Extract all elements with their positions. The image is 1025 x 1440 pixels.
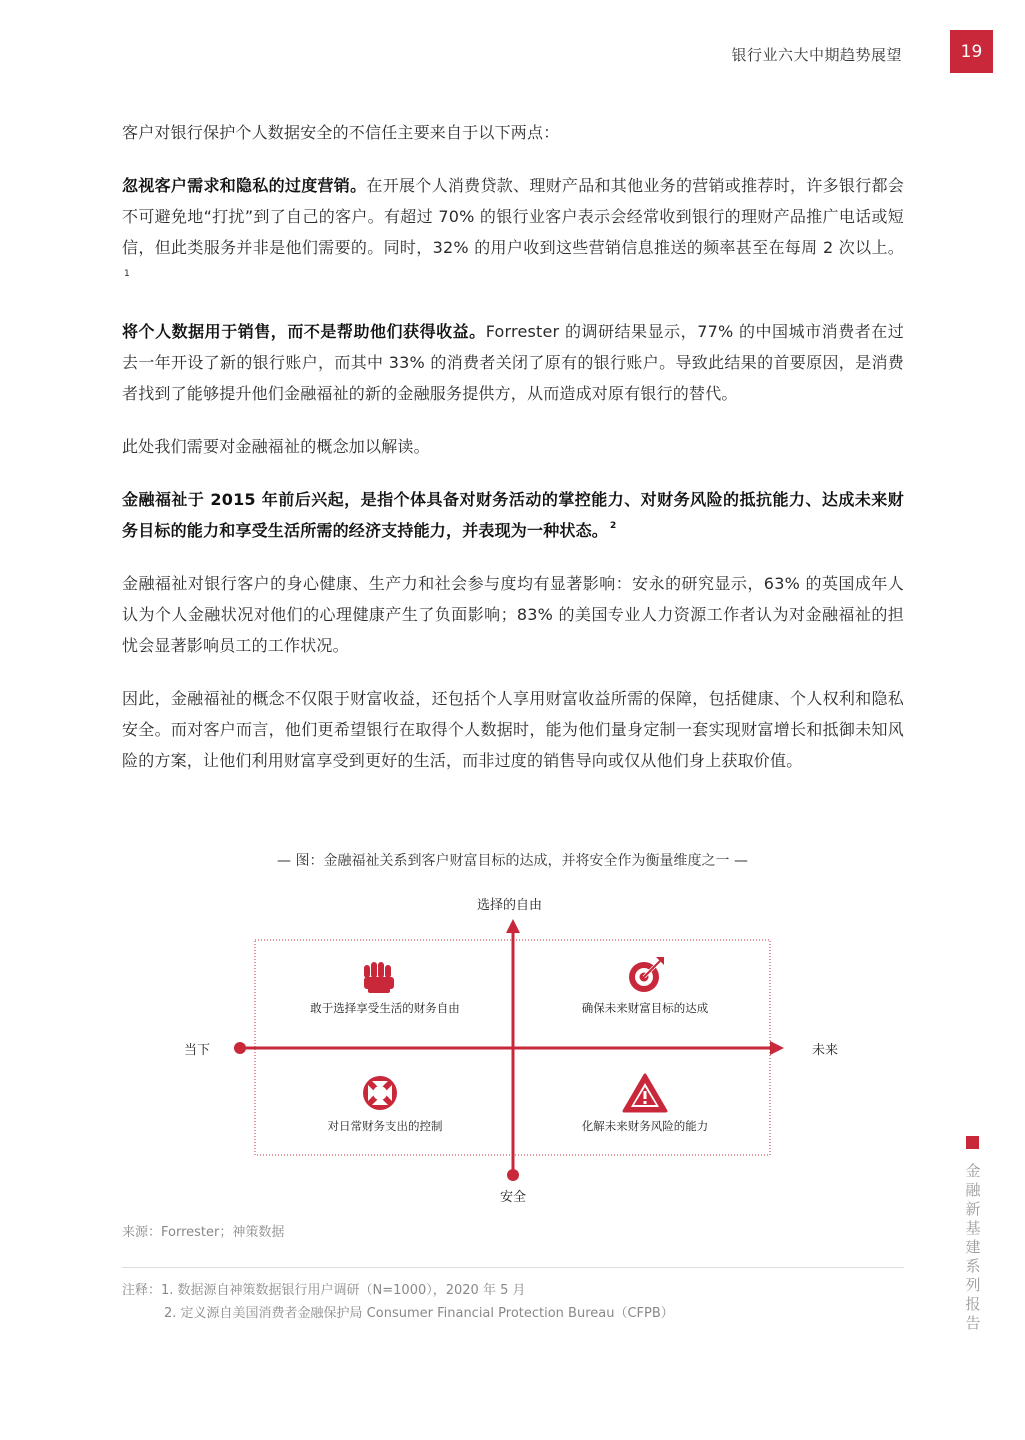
fist-icon bbox=[364, 962, 394, 993]
vertical-axis-end-dot bbox=[507, 1169, 519, 1181]
horizontal-axis-arrowhead bbox=[770, 1041, 784, 1055]
quadrant-top-right-label: 确保未来财富目标的达成 bbox=[581, 1001, 709, 1015]
paragraph-concept: 此处我们需要对金融福祉的概念加以解读。 bbox=[122, 437, 430, 456]
paragraph-over-marketing bbox=[122, 170, 904, 294]
footnote-divider bbox=[122, 1267, 904, 1268]
axis-left-label: 当下 bbox=[184, 1043, 211, 1058]
quadrant-bottom-right-label: 化解未来财务风险的能力 bbox=[581, 1119, 709, 1133]
axis-top-label: 选择的自由 bbox=[477, 898, 543, 913]
quadrant-svg bbox=[170, 885, 860, 1215]
paragraph-data-for-sales bbox=[122, 316, 904, 409]
paragraph-definition bbox=[122, 484, 904, 546]
paragraph-conclusion: 因此，金融福祉的概念不仅限于财富收益，还包括个人享用财富收益所需的保障，包括健康、个人权利和隐私安全。而对客户而言，他们更希望银行在取得个人数据时，能为他们量身定制一套实现财富增长和抵御未知风险的方案，让他们利用财富享受到更好的生活，而非过度的销售导向或仅从他们身上获取价值。 bbox=[122, 689, 904, 770]
footnote-2: 2. 定义源自美国消费者金融保护局 Consumer Financial Protection Bureau（CFPB） bbox=[164, 1306, 674, 1321]
quadrant-diagram bbox=[170, 885, 860, 1215]
target-icon bbox=[629, 957, 664, 992]
figure-title: — 图：金融福祉关系到客户财富目标的达成，并将安全作为衡量维度之一 — bbox=[277, 853, 748, 869]
paragraph-over-marketing-heading: 忽视客户需求和隐私的过度营销。 bbox=[122, 176, 367, 195]
vertical-axis-arrowhead bbox=[506, 919, 520, 933]
footnote-1: 注释：1. 数据源自神策数据银行用户调研（N=1000），2020 年 5 月 bbox=[122, 1283, 526, 1298]
quadrant-top-left-label: 敢于选择享受生活的财务自由 bbox=[310, 1001, 460, 1015]
footnotes bbox=[122, 1279, 674, 1325]
footnote-ref-1: 1 bbox=[124, 269, 130, 279]
horizontal-axis-start-dot bbox=[234, 1042, 246, 1054]
warning-icon bbox=[624, 1075, 666, 1111]
paragraph-over-marketing-text: 在开展个人消费贷款、理财产品和其他业务的营销或推荐时，许多银行都会不可避免地“打扰”到了自己的客户。有超过 70% 的银行业客户表示会经常收到银行的理财产品推广电话或短信，但此类服务并非是他们需要的。同时，32% 的用户收到这些营销信息推送的频率甚至在每周 2 次以上。 bbox=[122, 176, 904, 257]
figure-source: 来源：Forrester；神策数据 bbox=[122, 1225, 285, 1240]
header-title: 银行业六大中期趋势展望 bbox=[731, 46, 902, 64]
paragraph-intro: 客户对银行保护个人数据安全的不信任主要来自于以下两点： bbox=[122, 123, 560, 142]
main-content bbox=[122, 117, 904, 798]
footnote-ref-2: 2 bbox=[610, 521, 617, 531]
side-series-title: 金融新基建系列报告 bbox=[965, 1162, 981, 1332]
side-marker-square bbox=[966, 1136, 979, 1149]
paragraph-data-for-sales-text: Forrester 的调研结果显示，77% 的中国城市消费者在过去一年开设了新的银行账户，而其中 33% 的消费者关闭了原有的银行账户。导致此结果的首要原因，是消费者找到了能够提升他们金融福祉的新的金融服务提供方，从而造成对原有银行的替代。 bbox=[122, 322, 904, 403]
paragraph-data-for-sales-heading: 将个人数据用于销售，而不是帮助他们获得收益。 bbox=[122, 322, 486, 341]
axis-right-label: 未来 bbox=[812, 1043, 839, 1058]
paragraph-definition-text: 金融福祉于 2015 年前后兴起，是指个体具备对财务活动的掌控能力、对财务风险的抵抗能力、达成未来财务目标的能力和享受生活所需的经济支持能力，并表现为一种状态。 bbox=[122, 490, 904, 540]
page-number-badge: 19 bbox=[950, 30, 993, 73]
paragraph-impact: 金融福祉对银行客户的身心健康、生产力和社会参与度均有显著影响：安永的研究显示，63% 的英国成年人认为个人金融状况对他们的心理健康产生了负面影响；83% 的美国专业人力资源工作者认为对金融福祉的担忧会显著影响员工的工作状况。 bbox=[122, 574, 904, 655]
axis-bottom-label: 安全 bbox=[500, 1190, 527, 1205]
lifebuoy-icon bbox=[363, 1076, 397, 1110]
quadrant-bottom-left-label: 对日常财务支出的控制 bbox=[327, 1119, 443, 1133]
